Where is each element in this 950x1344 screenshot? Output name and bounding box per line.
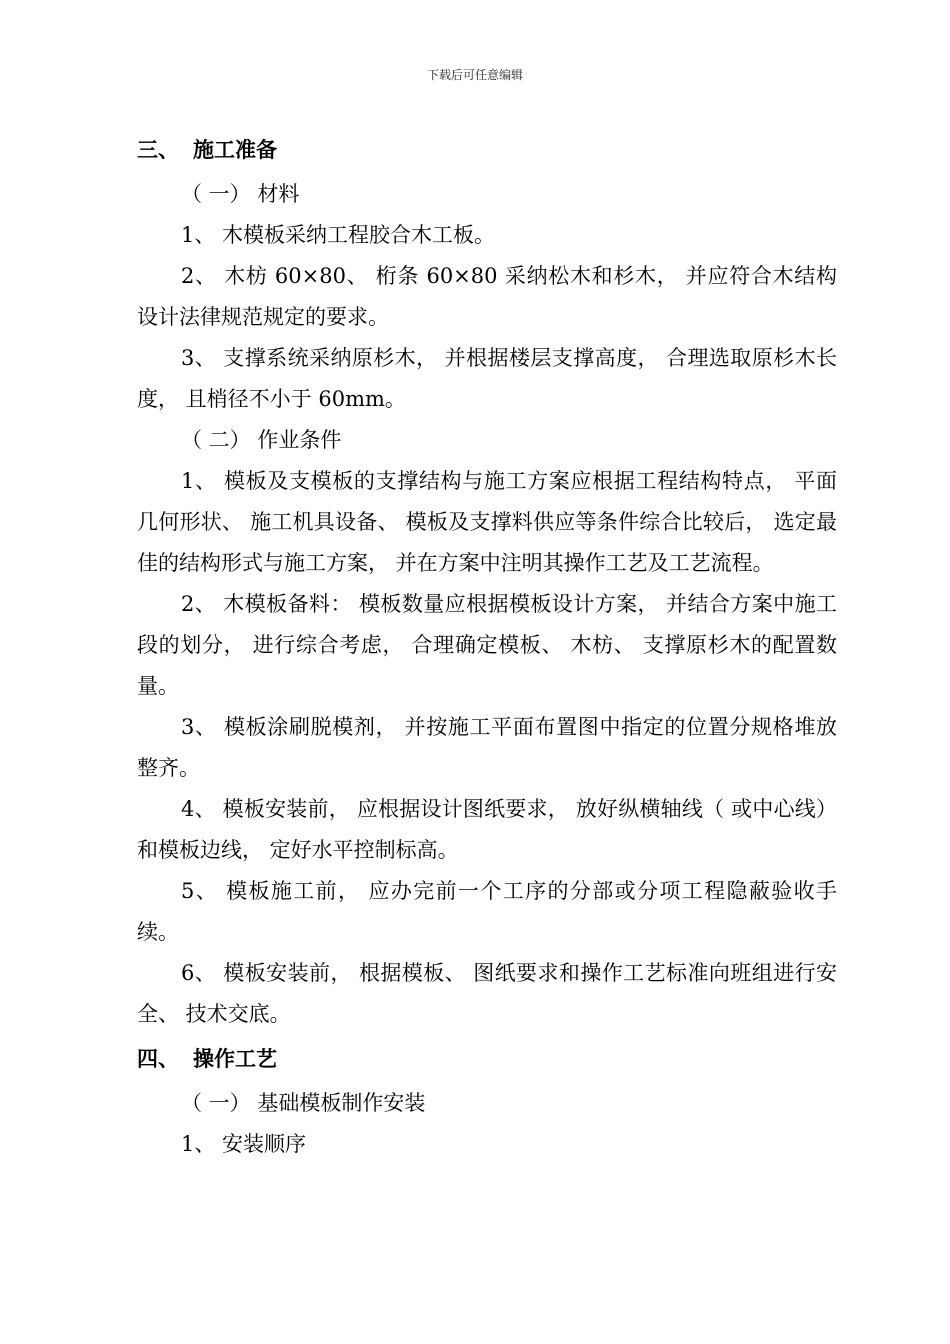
section-heading xyxy=(137,1035,837,1083)
subsection-heading: （ 一） 基础模板制作安装 xyxy=(181,1091,426,1115)
paragraph: 1、 模板及支模板的支撑结构与施工方案应根据工程结构特点， 平面几何形状、 施工机具设备、 模板及支撑料供应等条件综合比较后， 选定最佳的结构形式与施工方案， 并在方案中注明其操作工艺及工艺流程。 xyxy=(137,469,837,575)
section-number: 三、 xyxy=(137,138,179,162)
page-header: 下载后可任意编辑 xyxy=(426,68,523,82)
section-heading xyxy=(137,126,837,174)
section-title: 操作工艺 xyxy=(193,1047,277,1071)
paragraph: 1、 安装顺序 xyxy=(181,1132,307,1156)
section-number: 四、 xyxy=(137,1047,179,1071)
document-body xyxy=(137,126,837,1165)
paragraph: 5、 模板施工前， 应办完前一个工序的分部或分项工程隐蔽验收手续。 xyxy=(137,879,837,944)
section-title: 施工准备 xyxy=(193,138,277,162)
paragraph: 6、 模板安装前， 根据模板、 图纸要求和操作工艺标准向班组进行安全、 技术交底。 xyxy=(137,961,837,1026)
paragraph: 3、 模板涂刷脱模剂， 并按施工平面布置图中指定的位置分规格堆放整齐。 xyxy=(137,715,837,780)
paragraph: 2、 木模板备料： 模板数量应根据模板设计方案， 并结合方案中施工段的划分， 进行综合考虑， 合理确定模板、 木枋、 支撑原杉木的配置数量。 xyxy=(137,592,837,698)
subsection-heading: （ 一） 材料 xyxy=(181,182,300,206)
paragraph: 1、 木模板采纳工程胶合木工板。 xyxy=(181,223,496,247)
paragraph: 3、 支撑系统采纳原杉木， 并根据楼层支撑高度， 合理选取原杉木长度， 且梢径不小于 60mm。 xyxy=(137,346,837,411)
paragraph: 2、 木枋 60×80、 桁条 60×80 采纳松木和杉木， 并应符合木结构设计法律规范规定的要求。 xyxy=(137,264,837,329)
paragraph: 4、 模板安装前， 应根据设计图纸要求， 放好纵横轴线（ 或中心线） 和模板边线， 定好水平控制标高。 xyxy=(137,797,837,862)
subsection-heading: （ 二） 作业条件 xyxy=(181,428,342,452)
